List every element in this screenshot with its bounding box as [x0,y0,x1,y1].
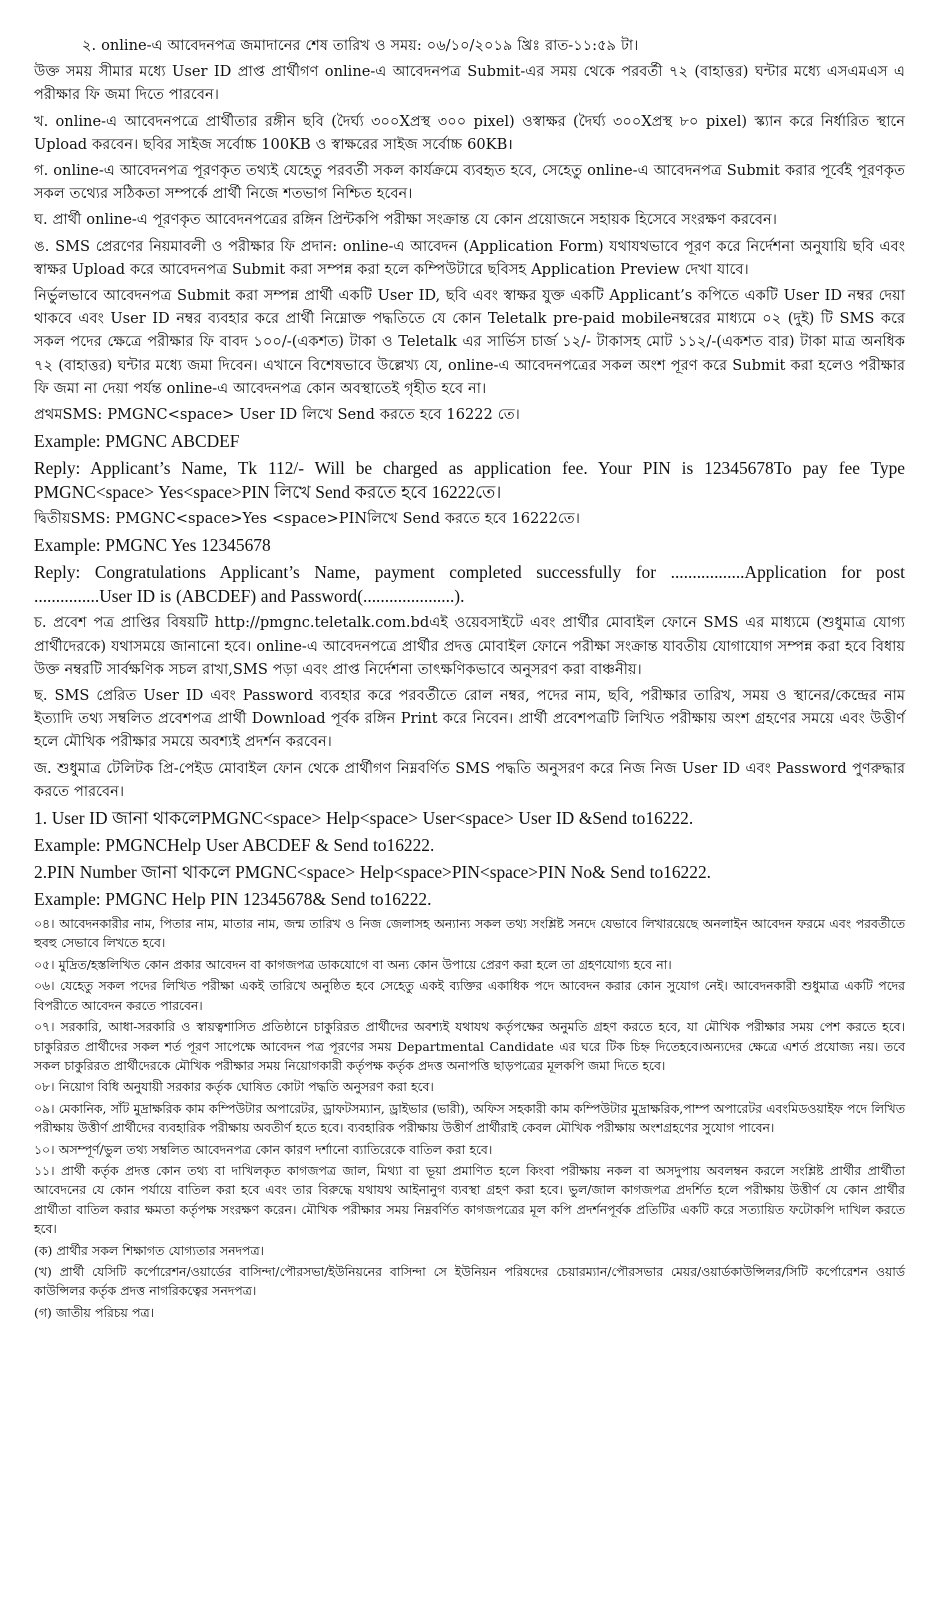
document-paragraph: ০৪। আবেদনকারীর নাম, পিতার নাম, মাতার নাম, জন্ম তারিখ ও নিজ জেলাসহ অন্যান্য সকল তথ্য সংশ্লিষ্ট সনদে যেভাবে লিখারয়েছে অনলাইন আবেদন ফরমে এবং পরবর্তীতে হুবহু সেভাবে লিখতে হবে। [34,916,905,951]
document-paragraph: Example: PMGNCHelp User ABCDEF & Send to16222. [34,835,435,856]
document-paragraph: ঘ. প্রার্থী online-এ পূরণকৃত আবেদনপত্রের রঙ্গিন প্রিন্টকপি পরীক্ষা সংক্রান্ত যে কোন প্রয়োজনে সহায়ক হিসেবে সংরক্ষণ করবেন। [34,211,777,229]
document-paragraph: Reply: Congratulations Applicant’s Name, payment completed successfully for .................Application for post ...............User ID is (ABCDEF) and Password(.....................). [34,562,905,607]
document-paragraph: ১০। অসম্পূর্ণ/ভুল তথ্য সম্বলিত আবেদনপত্র কোন কারণ দর্শানো ব্যাতিরেকে বাতিল করা হবে। [34,1141,493,1157]
document-paragraph: (খ) প্রার্থী যেসিটি কর্পোরেশন/ওয়ার্ডের বাসিন্দা/পৌরসভা/ইউনিয়নের বাসিন্দা সে ইউনিয়ন পরিষদের চেয়ারম্যান/পৌরসভার মেয়র/ওয়ার্ডকাউন্সিলর/সিটি কর্পোরেশন ওয়ার্ড কাউন্সিলর কর্তৃক প্রদত্ত নাগরিকত্বের সনদপত্র। [34,1263,905,1299]
document-paragraph: ছ. SMS প্রেরিত User ID এবং Password ব্যবহার করে পরবর্তীতে রোল নম্বর, পদের নাম, ছবি, পরীক্ষার তারিখ, সময় ও স্থানের/কেন্দ্রের নাম ইত্যাদি তথ্য সম্বলিত প্রবেশপত্র প্রার্থী Download পূর্বক রঙ্গিন Print করে নিবেন। প্রার্থী প্রবেশপত্রটি লিখিত পরীক্ষায় অংশ গ্রহণের সময়ে এবং উত্তীর্ণ হলে মৌখিক পরীক্ষার সময়ে অবশ্যই প্রদর্শন করবেন। [34,687,905,751]
document-paragraph: দ্বিতীয়SMS: PMGNC<space>Yes <space>PINলিখে Send করতে হবে 16222তে। [34,510,580,528]
document-paragraph: ঙ. SMS প্রেরণের নিয়মাবলী ও পরীক্ষার ফি প্রদান: online-এ আবেদন (Application Form) যথাযথভাবে পূরণ করে নির্দেশনা অনুযায়ি ছবি এবং স্বাক্ষর Upload করে আবেদনপত্র Submit করা সম্পন্ন করা হলে কম্পিউটারে ছবিসহ Application Preview দেখা যাবে। [34,237,905,278]
document-paragraph: Example: PMGNC Help PIN 12345678& Send to16222. [34,889,432,910]
document-paragraph: উক্ত সময় সীমার মধ্যে User ID প্রাপ্ত প্রার্থীগণ online-এ আবেদনপত্র Submit-এর সময় থেকে পরবর্তী ৭২ (বাহাত্তর) ঘন্টার মধ্যে এসএমএস এ পরীক্ষার ফি জমা দিতে পারবেন। [34,63,905,104]
document-paragraph: 1. User ID জানা থাকলেPMGNC<space> Help<space> User<space> User ID &Send to16222. [34,808,694,829]
document-paragraph: গ. online-এ আবেদনপত্র পূরণকৃত তথ্যই যেহেতু পরবর্তী সকল কার্যক্রমে ব্যবহৃত হবে, সেহেতু online-এ আবেদনপত্র Submit করার পূর্বেই পূরণকৃত সকল তথ্যের সঠিকতা সম্পর্কে প্রার্থী নিজে শতভাগ নিশ্চিত হবেন। [34,162,905,203]
document-paragraph: Reply: Applicant’s Name, Tk 112/- Will be charged as application fee. Your PIN is 12345678To pay fee Type PMGNC<space> Yes<space>PIN লিখে Send করতে হবে 16222তে। [34,458,905,503]
document-paragraph: ০৮। নিয়োগ বিধি অনুযায়ী সরকার কর্তৃক ঘোষিত কোটা পদ্ধতি অনুসরণ করা হবে। [34,1079,434,1095]
document-body [34,34,905,1322]
document-paragraph: খ. online-এ আবেদনপত্রে প্রার্থীতার রঙ্গীন ছবি (দৈর্ঘ্য ৩০০Xপ্রস্থ ৩০০ pixel) ওস্বাক্ষর (দৈর্ঘ্য ৩০০Xপ্রস্থ ৮০ pixel) স্ক্যান করে নির্ধারিত স্থানে Upload করবেন। ছবির সাইজ সর্বোচ্চ 100KB ও স্বাক্ষরের সাইজ সর্বোচ্চ 60KB। [34,112,905,153]
document-paragraph: ০৯। মেকানিক, সাঁট মুদ্রাক্ষরিক কাম কম্পিউটার অপারেটর, ড্রাফটসম্যান, ড্রাইভার (ভারী), অফিস সহকারী কাম কম্পিউটার মুদ্রাক্ষরিক,পাম্প অপারেটর এবংমিডওয়াইফ পদে লিখিত পরীক্ষায় উত্তীর্ণ প্রার্থীদের ব্যবহারিক পরীক্ষায় অবতীর্ণ হতে হবে। ব্যবহারিক পরীক্ষায় উত্তীর্ণ প্রার্থীরাই কেবল মৌখিক পরীক্ষায় অংশগ্রহণের সুযোগ পাবেন। [34,1100,905,1136]
document-paragraph: চ. প্রবেশ পত্র প্রাপ্তির বিষয়টি http://pmgnc.teletalk.com.bdএই ওয়েবসাইটে এবং প্রার্থীর মোবাইল ফোনে SMS এর মাধ্যমে (শুধুমাত্র যোগ্য প্রার্থীদেরকে) যথাসময়ে জানানো হবে। online-এ আবেদনপত্রে প্রার্থীর প্রদত্ত মোবাইল ফোনে পরীক্ষা সংক্রান্ত যাবতীয় যোগাযোগ সম্পন্ন করা হবে বিধায় উক্ত নম্বরটি সার্বক্ষণিক সচল রাখা,SMS পড়া এবং প্রাপ্ত নির্দেশনা তাৎক্ষণিকভাবে অনুসরণ করা বাঞ্চনীয়। [34,614,905,678]
document-paragraph: Example: PMGNC Yes 12345678 [34,535,271,556]
document-paragraph: প্রথমSMS: PMGNC<space> User ID লিখে Send করতে হবে 16222 তে। [34,406,520,424]
document-paragraph: (গ) জাতীয় পরিচয় পত্র। [34,1304,155,1320]
document-paragraph: ০৫। মুদ্রিত/হস্তলিখিত কোন প্রকার আবেদন বা কাগজপত্র ডাকযোগে বা অন্য কোন উপায়ে প্রেরণ করা হলে তা গ্রহণযোগ্য হবে না। [34,956,672,972]
document-paragraph: ১১। প্রার্থী কর্তৃক প্রদত্ত কোন তথ্য বা দাখিলকৃত কাগজপত্র জাল, মিথ্যা বা ভূয়া প্রমাণিত হলে কিংবা পরীক্ষায় নকল বা অসদুপায় অবলম্বন করলে সংশ্লিষ্ট প্রার্থীর প্রার্থীতা আবেদনের যে কোন পর্যায়ে বাতিল করা হবে এবং তার বিরুদ্ধে যথাযথ আইনানুগ ব্যবস্থা গ্রহণ করা হবে। ভুল/জাল কাগজপত্র প্রদর্শিত হলে পরীক্ষায় উত্তীর্ণ যে কোন প্রার্থীর প্রার্থীতা বাতিল করার ক্ষমতা কর্তৃপক্ষ সংরক্ষণ করেন। মৌখিক পরীক্ষার সময় নিম্নবর্ণিত কাগজপত্রের মূল কপি প্রদর্শনপূর্বক প্রতিটির একটি করে সত্যায়িত ফটোকপি দাখিল করতে হবে। [34,1162,905,1237]
document-paragraph: ২. online-এ আবেদনপত্র জমাদানের শেষ তারিখ ও সময়: ০৬/১০/২০১৯ খ্রিঃ রাত-১১:৫৯ টা। [82,37,639,54]
document-paragraph: Example: PMGNC ABCDEF [34,431,240,452]
document-paragraph: ০৬। যেহেতু সকল পদের লিখিত পরীক্ষা একই তারিখে অনুষ্ঠিত হবে সেহেতু একই ব্যক্তির একাধিক পদে আবেদন করার কোন সুযোগ নেই। আবেদনকারী শুধুমাত্র একটি পদের বিপরীতে আবেদন করতে পারবেন। [34,978,905,1013]
document-paragraph: জ. শুধুমাত্র টেলিটক প্রি-পেইড মোবাইল ফোন থেকে প্রার্থীগণ নিম্নবর্ণিত SMS পদ্ধতি অনুসরণ করে নিজ নিজ User ID এবং Password পুণরুদ্ধার করতে পারবেন। [34,759,905,800]
document-paragraph: 2.PIN Number জানা থাকলে PMGNC<space> Help<space>PIN<space>PIN No& Send to16222. [34,862,711,883]
document-paragraph: ০৭। সরকারি, আধা-সরকারি ও স্বায়ত্বশাসিত প্রতিষ্ঠানে চাকুরিরত প্রার্থীদের অবশ্যই যথাযথ কর্তৃপক্ষের অনুমতি গ্রহণ করতে হবে, যা মৌখিক পরীক্ষার সময় পেশ করতে হবে। চাকুরিরত প্রার্থীদের সকল শর্ত পূরণ সাপেক্ষে আবেদন পত্র পূরণের সময় Departmental Candidate এর ঘরে টিক চিহ্ন দিতেহবে।অন্যদের ক্ষেত্রে এশর্ত প্রযোজ্য নয়। তবে সকল চাকুরিরত প্রার্থীদেরকে মৌখিক পরীক্ষার সময় নিয়োগকারী কর্তৃপক্ষ কর্তৃক প্রদত্ত অনাপত্তি ছাড়পত্রের মূলকপি জমা দিতে হবে। [34,1019,905,1073]
document-paragraph: নির্ভুলভাবে আবেদনপত্র Submit করা সম্পন্ন প্রার্থী একটি User ID, ছবি এবং স্বাক্ষর যুক্ত একটি Applicant’s কপিতে একটি User ID নম্বর দেয়া থাকবে এবং User ID নম্বর ব্যবহার করে প্রার্থী নিম্নোক্ত পদ্ধতিতে যে কোন Teletalk pre-paid mobileনম্বরের মাধ্যমে ০২ (দুই) টি SMS করে সকল পদের ক্ষেত্রে পরীক্ষার ফি বাবদ ১০০/-(একশত) টাকা ও Teletalk এর সার্ভিস চার্জ ১২/- টাকাসহ মোট ১১২/-(একশত বার) টাকা মাত্র অনধিক ৭২ (বাহাত্তর) ঘন্টার মধ্যে জমা দিবেন। এখানে বিশেষভাবে উল্লেখ্য যে, online-এ আবেদনপত্রের সকল অংশ পূরণ করে Submit করা হলেও পরীক্ষার ফি জমা না দেয়া পর্যন্ত online-এ আবেদনপত্র কোন অবস্থাতেই গৃহীত হবে না। [34,287,905,397]
document-paragraph: (ক) প্রার্থীর সকল শিক্ষাগত যোগ্যতার সনদপত্র। [34,1242,264,1258]
